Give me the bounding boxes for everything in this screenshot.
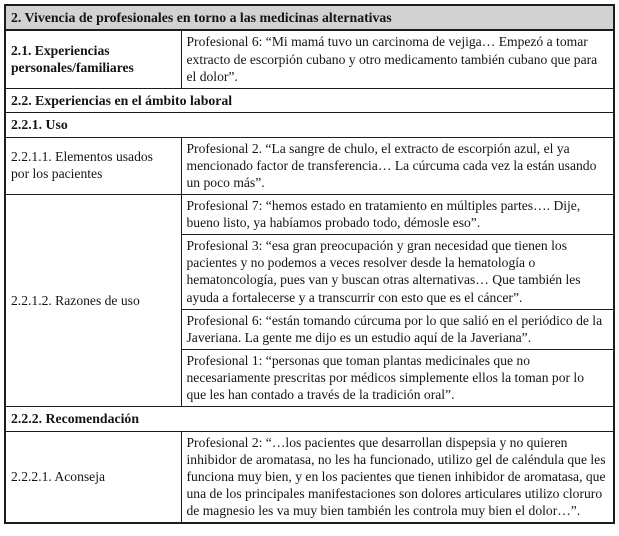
row-2-2-1-2-quote-3: Profesional 6: “están tomando cúrcuma por lo que salió en el periódico de la Javeriana. La gente me dijo es un estudio aquí de la Javeriana”. — [181, 309, 614, 349]
row-2-2-1-2-quote-4: Profesional 1: “personas que toman plantas medicinales que no necesariamente prescritas por médicos simplemente ellos la toman por lo que les han contado a través de la tradición oral”. — [181, 349, 614, 406]
row-2-1-label: 2.1. Experiencias personales/familiares — [5, 30, 181, 88]
section-row-2-2-2 — [5, 407, 614, 431]
row-2-2-1-2-quote-1: Profesional 7: “hemos estado en tratamiento en múltiples partes…. Dije, bueno listo, ya habíamos probado todo, démosle eso”. — [181, 194, 614, 234]
row-2-2-1-1-label: 2.2.1.1. Elementos usados por los pacientes — [5, 137, 181, 194]
table-title: 2. Vivencia de profesionales en torno a las medicinas alternativas — [5, 5, 614, 30]
table-title-row — [5, 5, 614, 30]
section-2-2-2-label: 2.2.2. Recomendación — [5, 407, 614, 431]
row-2-2-1-2-label: 2.2.1.2. Razones de uso — [5, 194, 181, 406]
row-2-2-1-1-quote: Profesional 2. “La sangre de chulo, el extracto de escorpión azul, el ya mencionado factor de transferencia… La cúrcuma cada vez la están usando un poco más”. — [181, 137, 614, 194]
row-2-2-1-2 — [5, 194, 614, 234]
section-2-2-label: 2.2. Experiencias en el ámbito laboral — [5, 88, 614, 112]
row-2-1-quote: Profesional 6: “Mi mamá tuvo un carcinoma de vejiga… Empezó a tomar extracto de escorpión cubano y otro medicamento también cubano que para el dolor”. — [181, 30, 614, 88]
row-2-2-1-1 — [5, 137, 614, 194]
section-row-2-2-1 — [5, 113, 614, 137]
row-2-2-1-2-quote-2: Profesional 3: “esa gran preocupación y gran necesidad que tienen los pacientes y no podemos a veces resolver desde la hematología o hematoncología, pues van y buscan otras alternativas… Que también les ayuda a fortalecerse y a transcurrir con esto que es el cáncer”. — [181, 235, 614, 310]
qualitative-results-table — [4, 4, 615, 524]
section-row-2-2 — [5, 88, 614, 112]
row-2-2-2-1-quote: Profesional 2: “…los pacientes que desarrollan dispepsia y no quieren inhibidor de aromatasa, no les ha funcionado, utilizo gel de caléndula que les funciona muy bien, y en los pacientes que tienen inhibidor de aromatasa, que una de los principales manifestaciones son dolores articulares utilizo cloruro de magnesio les va muy bien también les controla muy bien el dolor…”. — [181, 431, 614, 523]
section-2-2-1-label: 2.2.1. Uso — [5, 113, 614, 137]
row-2-2-2-1-label: 2.2.2.1. Aconseja — [5, 431, 181, 523]
row-2-2-2-1 — [5, 431, 614, 523]
row-2-1 — [5, 30, 614, 88]
